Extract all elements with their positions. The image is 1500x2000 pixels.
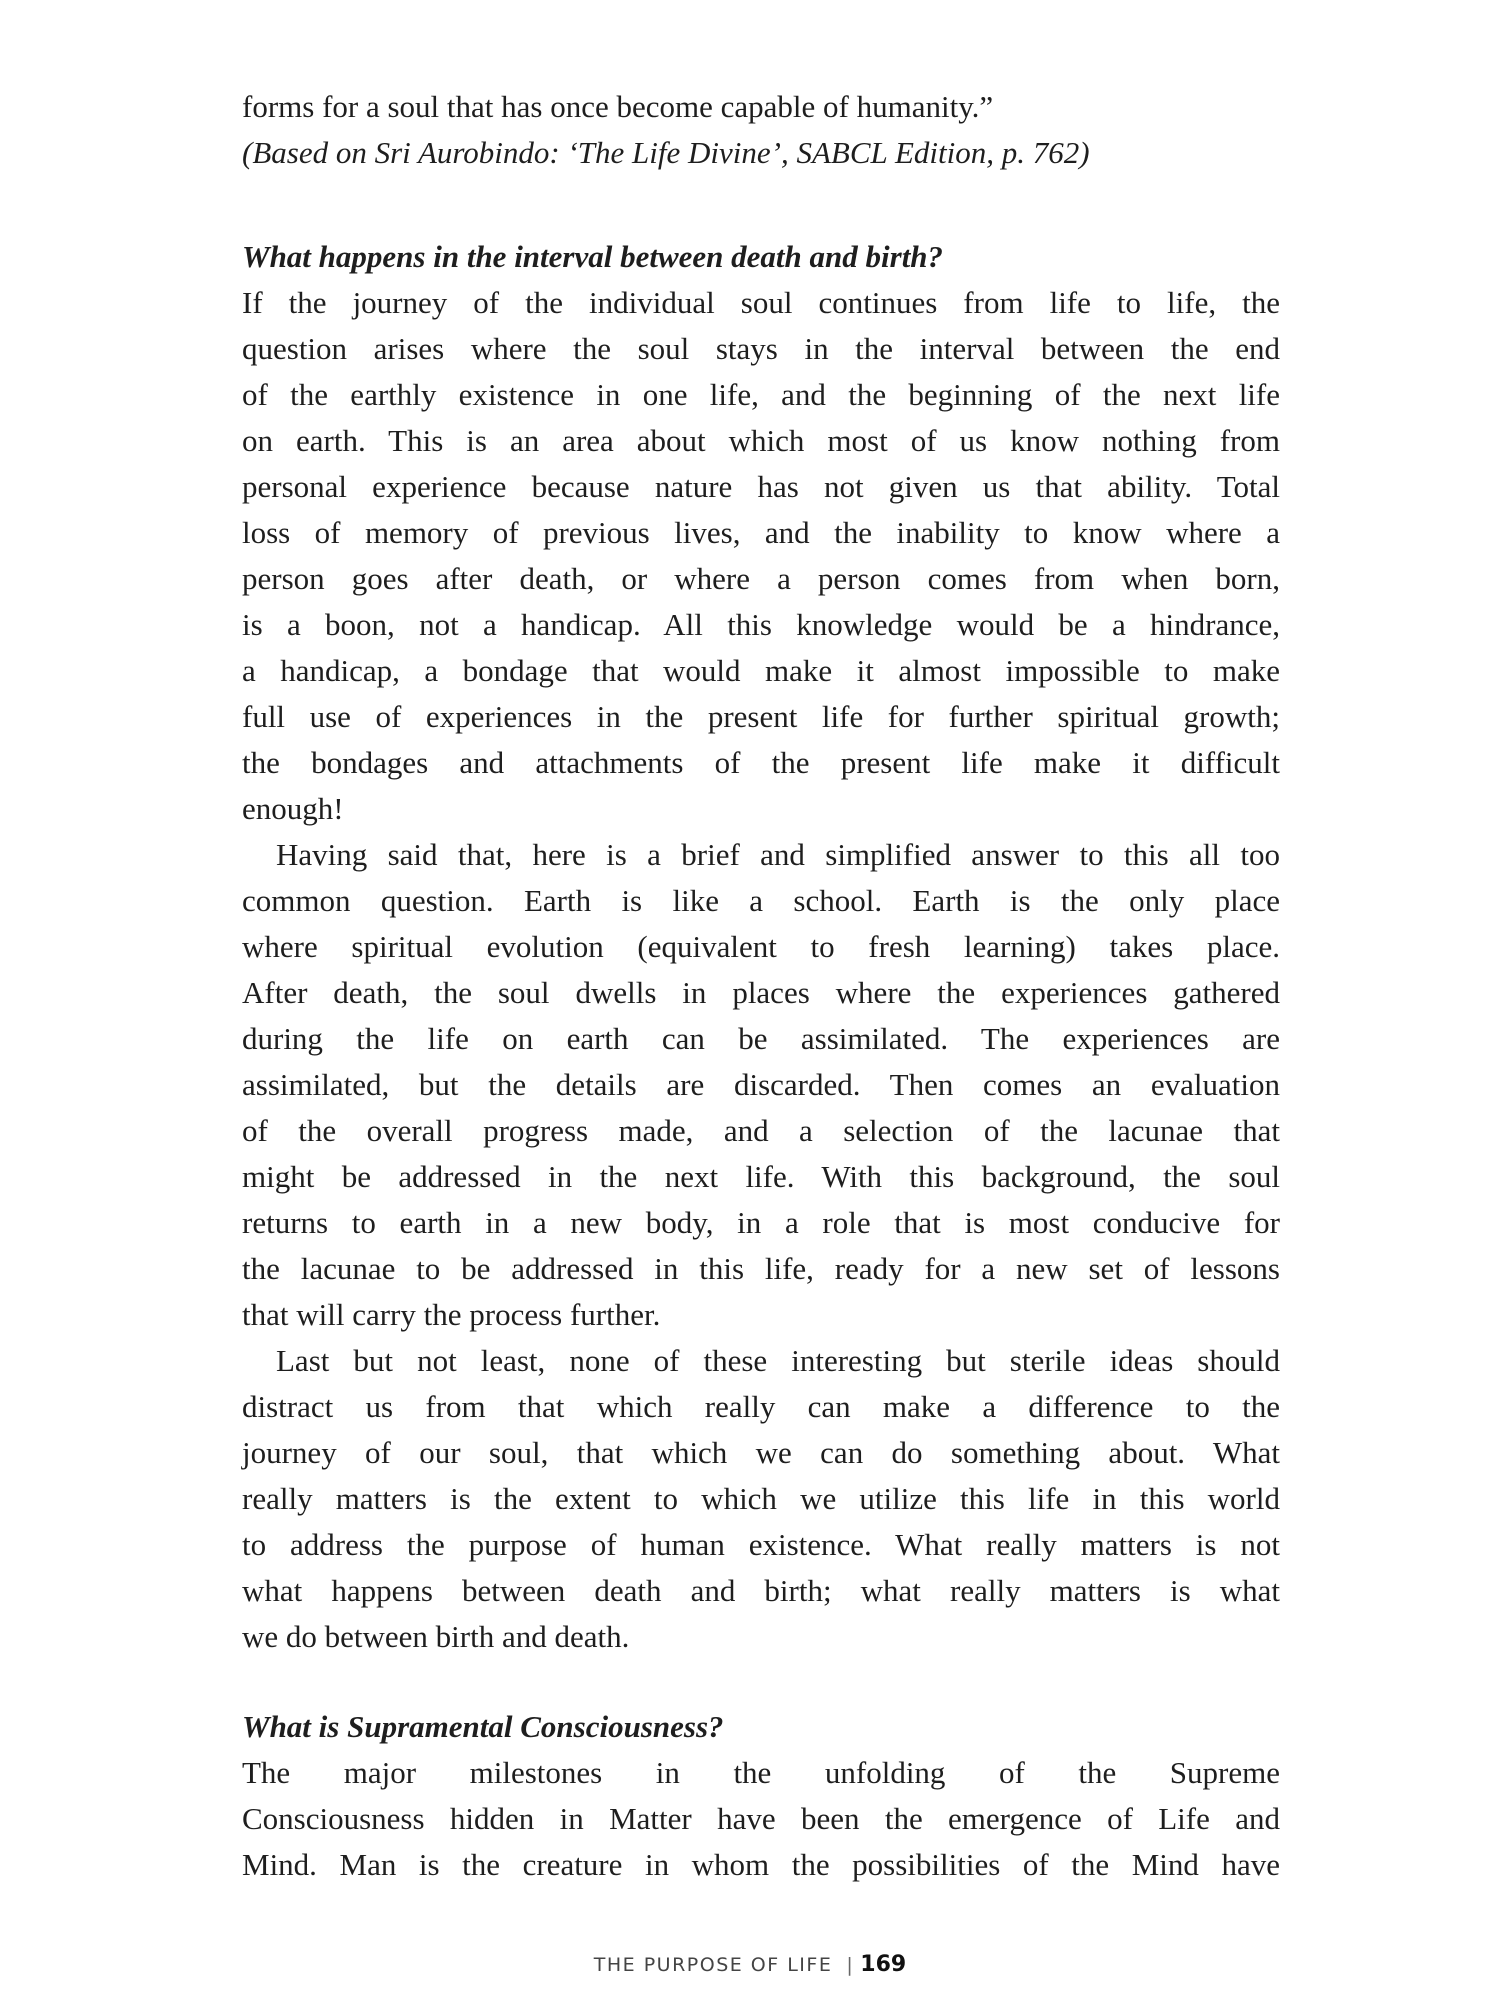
text-line: journey of our soul, that which we can do something about. What bbox=[242, 1435, 1280, 1470]
intro-line: forms for a soul that has once become capable of humanity.” bbox=[242, 89, 994, 124]
text-line: Having said that, here is a brief and simplified answer to this all too bbox=[276, 837, 1280, 872]
text-line: loss of memory of previous lives, and the inability to know where a bbox=[242, 515, 1280, 550]
text-line: might be addressed in the next life. With this background, the soul bbox=[242, 1159, 1280, 1194]
text-line: what happens between death and birth; what really matters is what bbox=[242, 1573, 1280, 1608]
text-line: to address the purpose of human existence. What really matters is not bbox=[242, 1527, 1280, 1562]
text-line: really matters is the extent to which we utilize this life in this world bbox=[242, 1481, 1280, 1516]
text-line: enough! bbox=[242, 791, 344, 826]
page-footer bbox=[0, 1952, 1500, 1977]
text-line: the lacunae to be addressed in this life, ready for a new set of lessons bbox=[242, 1251, 1280, 1286]
text-line: we do between birth and death. bbox=[242, 1619, 630, 1654]
citation: (Based on Sri Aurobindo: ‘The Life Divine’, SABCL Edition, p. 762) bbox=[242, 135, 1090, 170]
section-heading-supramental: What is Supramental Consciousness? bbox=[242, 1709, 724, 1744]
text-line: on earth. This is an area about which most of us know nothing from bbox=[242, 423, 1280, 458]
text-line: where spiritual evolution (equivalent to fresh learning) takes place. bbox=[242, 929, 1280, 964]
text-line: distract us from that which really can make a difference to the bbox=[242, 1389, 1280, 1424]
page-body bbox=[242, 84, 1280, 1888]
text-line: If the journey of the individual soul continues from life to life, the bbox=[242, 285, 1280, 320]
text-line: The major milestones in the unfolding of the Supreme bbox=[242, 1755, 1280, 1790]
text-line: a handicap, a bondage that would make it almost impossible to make bbox=[242, 653, 1280, 688]
footer-separator: | bbox=[846, 1954, 855, 1976]
text-line: Consciousness hidden in Matter have been the emergence of Life and bbox=[242, 1801, 1280, 1836]
text-line: Last but not least, none of these interesting but sterile ideas should bbox=[276, 1343, 1280, 1378]
text-line: the bondages and attachments of the present life make it difficult bbox=[242, 745, 1280, 780]
text-line: After death, the soul dwells in places where the experiences gathered bbox=[242, 975, 1280, 1010]
text-line: assimilated, but the details are discarded. Then comes an evaluation bbox=[242, 1067, 1280, 1102]
text-line: of the overall progress made, and a selection of the lacunae that bbox=[242, 1113, 1280, 1148]
paragraph-3 bbox=[242, 1338, 1280, 1660]
text-line: is a boon, not a handicap. All this knowledge would be a hindrance, bbox=[242, 607, 1280, 642]
text-line: Mind. Man is the creature in whom the possibilities of the Mind have bbox=[242, 1847, 1280, 1882]
text-line: person goes after death, or where a person comes from when born, bbox=[242, 561, 1280, 596]
paragraph-supramental bbox=[242, 1750, 1280, 1888]
text-line: returns to earth in a new body, in a role that is most conducive for bbox=[242, 1205, 1280, 1240]
text-line: question arises where the soul stays in the interval between the end bbox=[242, 331, 1280, 366]
paragraph-2 bbox=[242, 832, 1280, 1338]
text-line: during the life on earth can be assimilated. The experiences are bbox=[242, 1021, 1280, 1056]
text-line: of the earthly existence in one life, and the beginning of the next life bbox=[242, 377, 1280, 412]
page-number: 169 bbox=[860, 1952, 907, 1977]
text-line: common question. Earth is like a school. Earth is the only place bbox=[242, 883, 1280, 918]
paragraph-1 bbox=[242, 280, 1280, 832]
text-line: full use of experiences in the present life for further spiritual growth; bbox=[242, 699, 1280, 734]
text-line: personal experience because nature has not given us that ability. Total bbox=[242, 469, 1280, 504]
text-line: that will carry the process further. bbox=[242, 1297, 661, 1332]
section-heading-death-birth: What happens in the interval between death and birth? bbox=[242, 239, 944, 274]
running-title: THE PURPOSE OF LIFE bbox=[593, 1954, 833, 1976]
